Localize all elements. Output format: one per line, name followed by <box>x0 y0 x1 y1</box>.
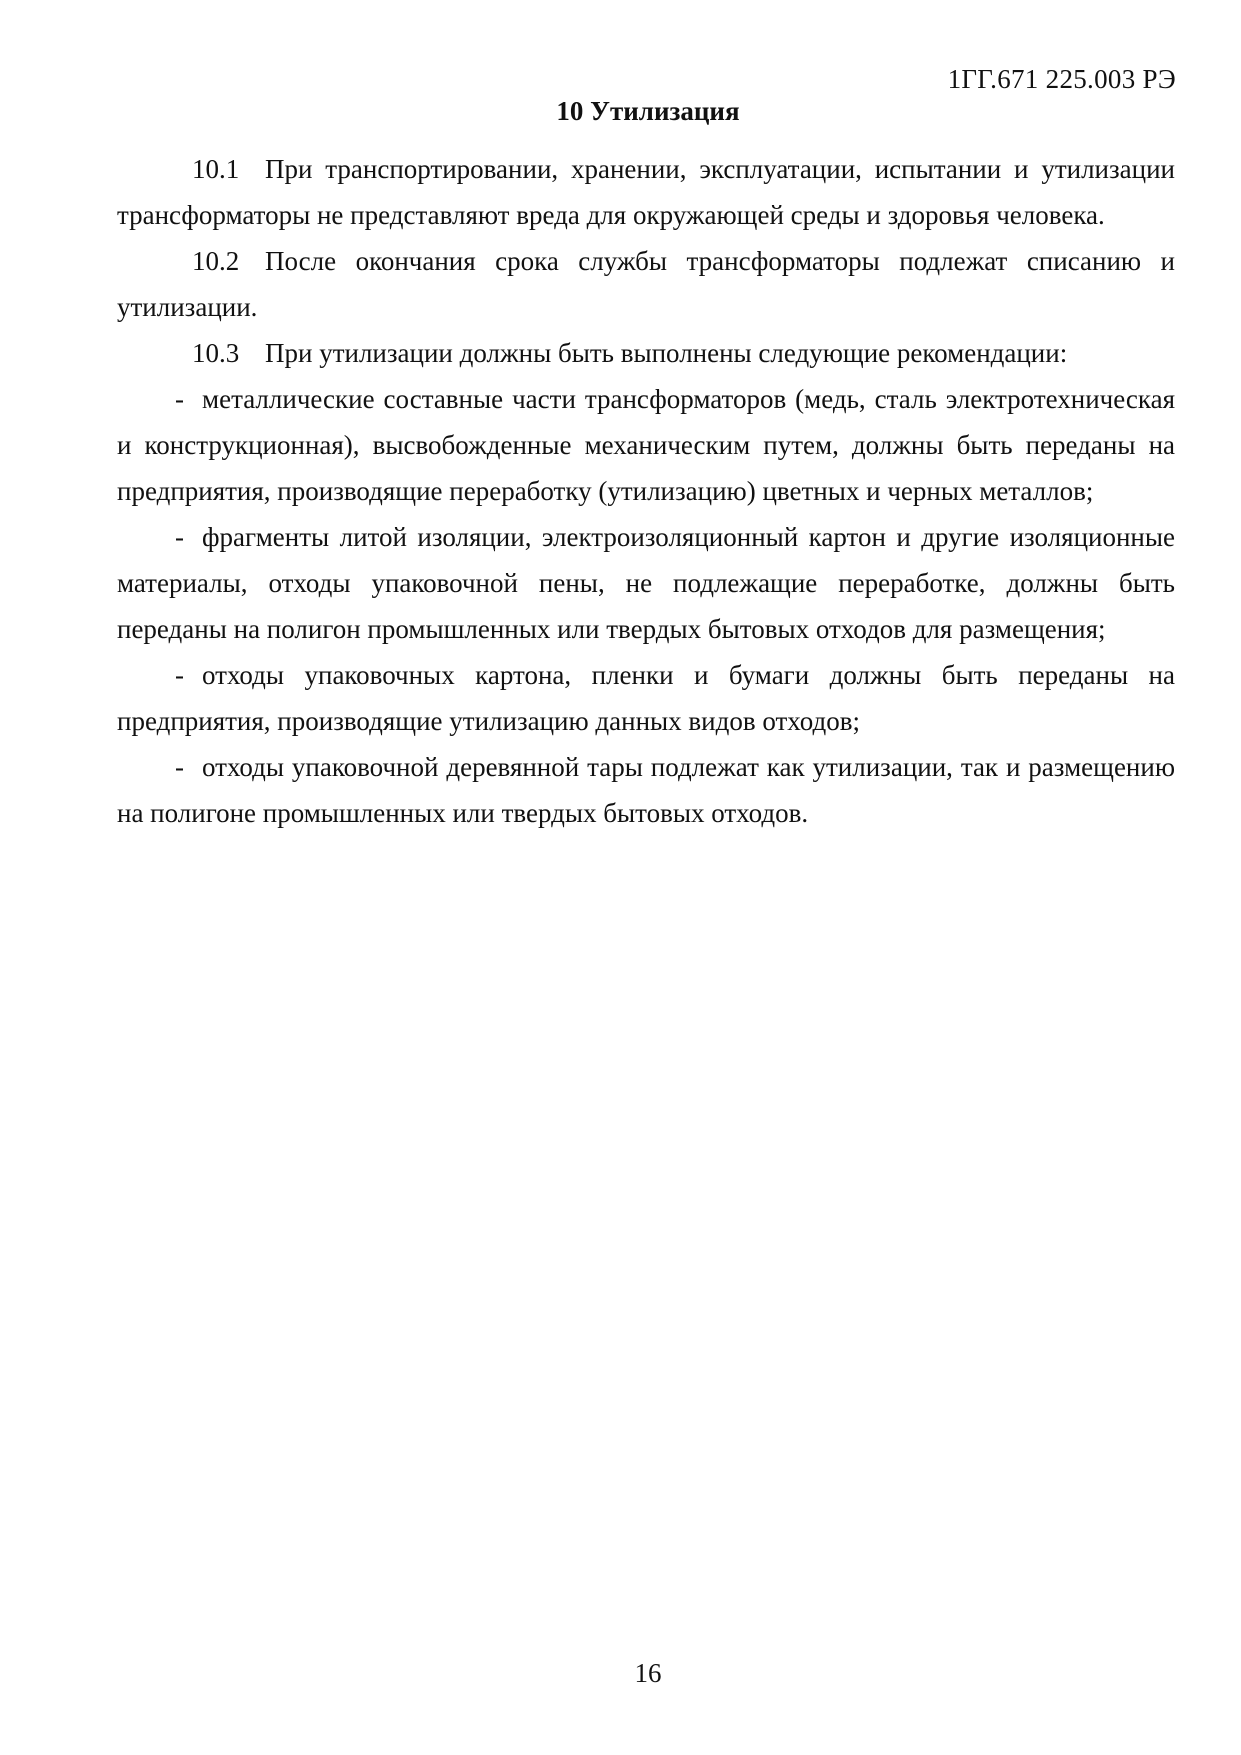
paragraph-number: 10.1 <box>192 154 240 184</box>
list-item-text: отходы упаковочных картона, пленки и бумаги должны быть переданы на предприятия, производящие утилизацию данных видов отходов; <box>117 660 1175 736</box>
list-item-text: фрагменты литой изоляции, электроизоляционный картон и другие изоляционные материалы, отходы упаковочной пены, не подлежащие переработке, должны быть переданы на полигон промышленных или твердых бытовых отходов для размещения; <box>117 522 1175 644</box>
paragraph-number: 10.3 <box>192 338 240 368</box>
list-item <box>117 376 1175 514</box>
list-item <box>117 744 1175 836</box>
section-body <box>117 146 1175 836</box>
list-item-text: металлические составные части трансформаторов (медь, сталь электротехническая и конструкционная), высвобожденные механическим путем, должны быть переданы на предприятия, производящие переработку (утилизацию) цветных и черных металлов; <box>117 384 1175 506</box>
list-dash: - <box>175 752 184 782</box>
paragraph-text: После окончания срока службы трансформаторы подлежат списанию и утилизации. <box>117 246 1175 322</box>
paragraph-10-3 <box>117 330 1175 376</box>
list-item <box>117 514 1175 652</box>
list-dash: - <box>175 660 184 690</box>
list-dash: - <box>175 522 184 552</box>
document-code: 1ГГ.671 225.003 РЭ <box>947 64 1176 94</box>
list-item-text: отходы упаковочной деревянной тары подлежат как утилизации, так и размещению на полигоне промышленных или твердых бытовых отходов. <box>117 752 1175 828</box>
section-title: 10 Утилизация <box>556 96 740 126</box>
paragraph-10-2 <box>117 238 1175 330</box>
paragraph-text: При транспортировании, хранении, эксплуатации, испытании и утилизации трансформаторы не представляют вреда для окружающей среды и здоровья человека. <box>117 154 1175 230</box>
paragraph-text: При утилизации должны быть выполнены следующие рекомендации: <box>265 338 1068 368</box>
list-item <box>117 652 1175 744</box>
page-number: 16 <box>634 1658 662 1688</box>
paragraph-10-1 <box>117 146 1175 238</box>
list-dash: - <box>175 384 184 414</box>
paragraph-number: 10.2 <box>192 246 240 276</box>
